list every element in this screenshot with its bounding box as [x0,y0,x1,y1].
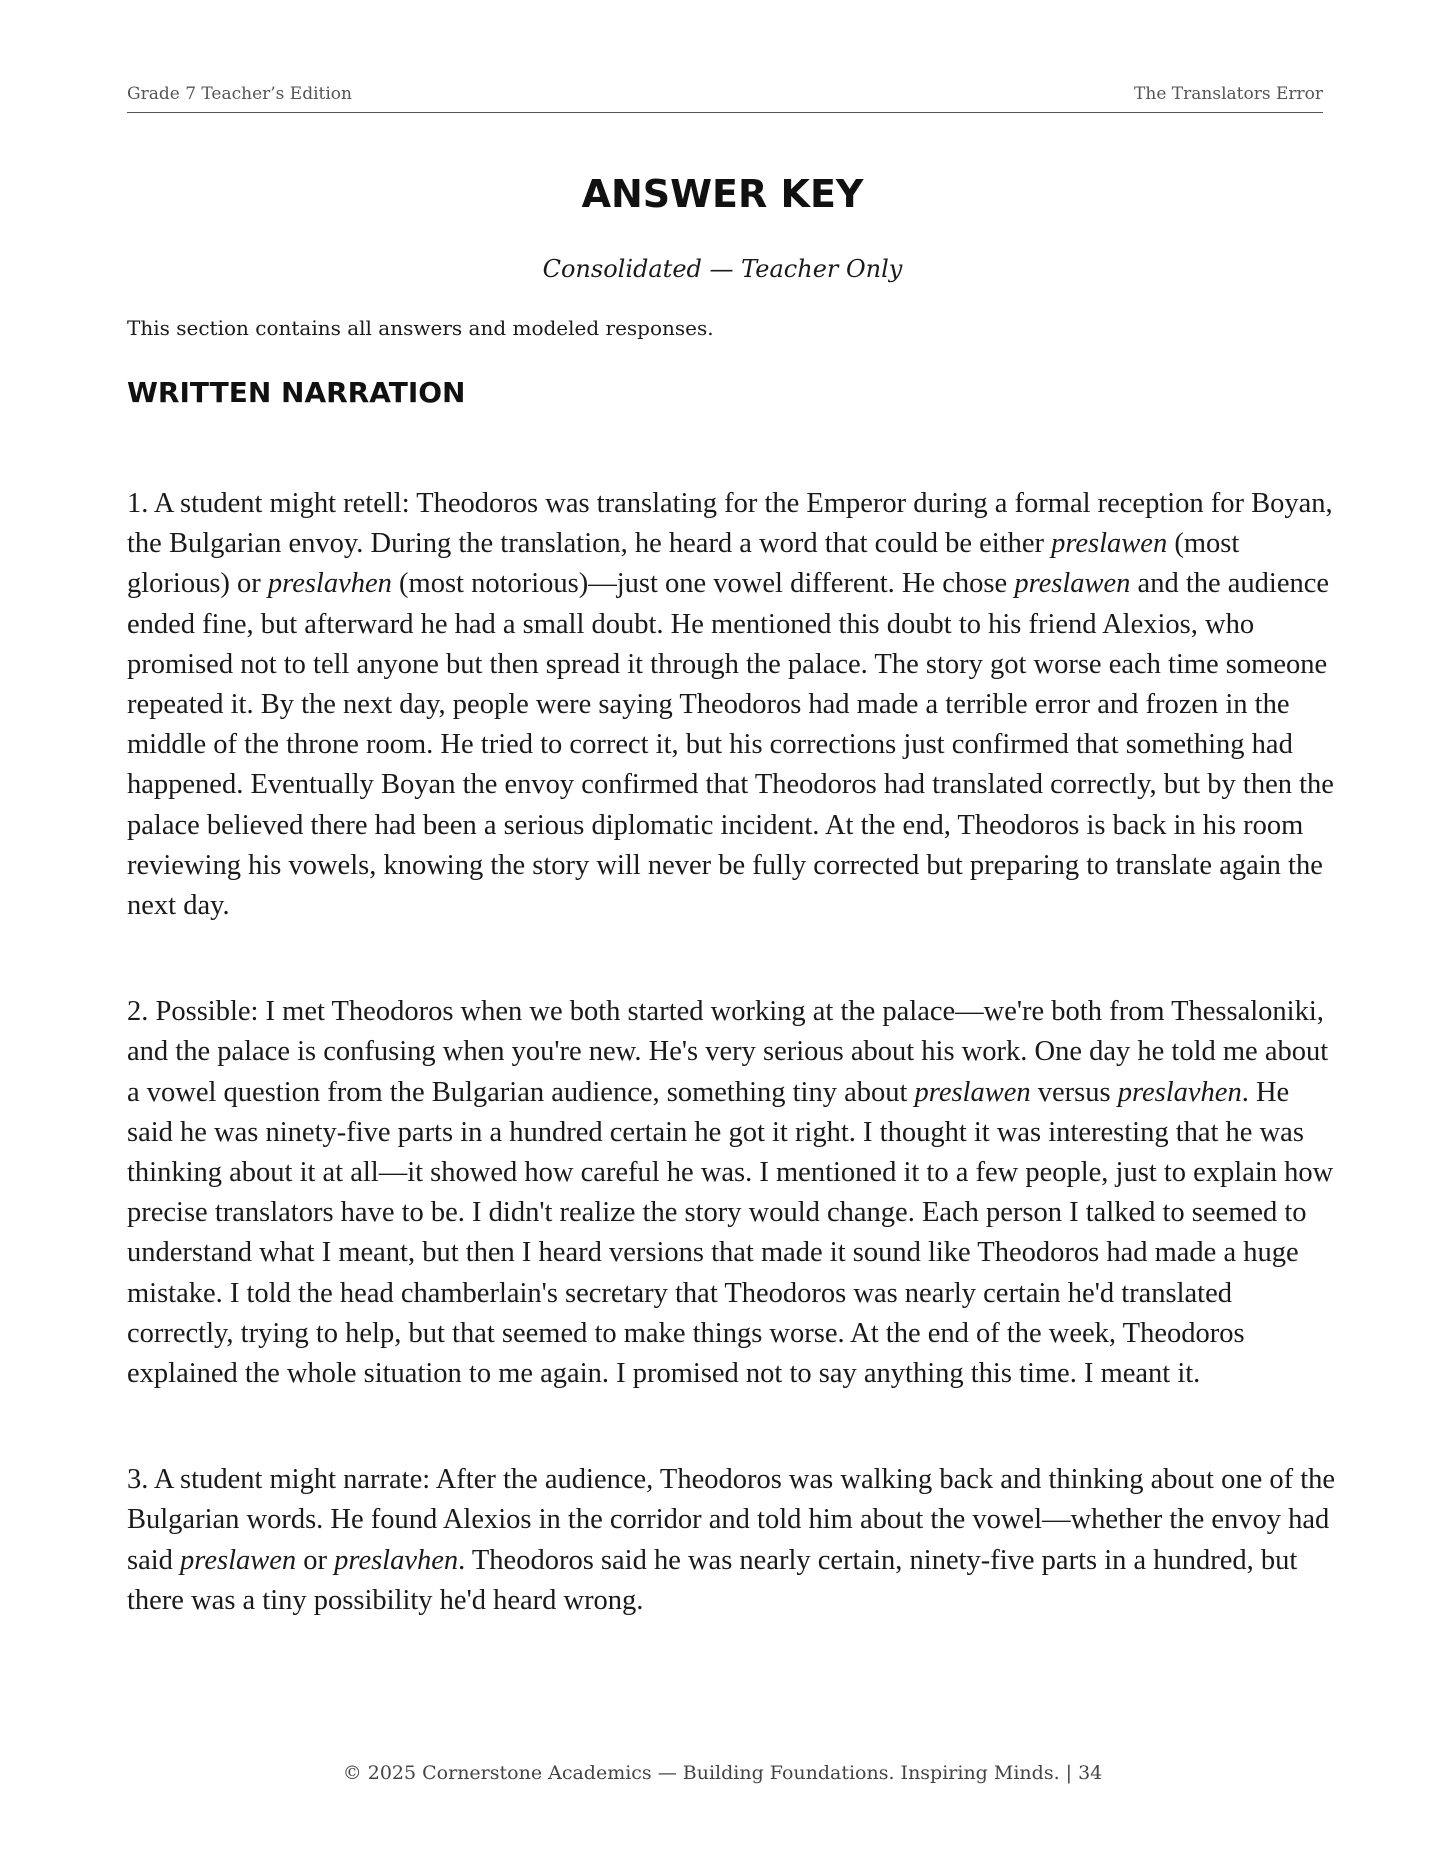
answer-text: versus [1030,1076,1118,1108]
italic-term: preslawen [1051,528,1168,560]
answer-text: . He said he was ninety-five parts in a hundred certain he got it right. I thought it was interesting that he was thinking about it at all—it showed how careful he was. I mentioned it to a few people, just to explain how precise translators have to be. I didn't realize the story would change. Each person I talked to seemed to understand what I meant, but then I heard versions that made it sound like Theodoros had made a huge mistake. I told the head chamberlain's secretary that Theodoros was nearly certain he'd translated correctly, trying to help, but that seemed to make things worse. At the end of the week, Theodoros explained the whole situation to me again. I promised not to say anything this time. I meant it. [127,1076,1334,1390]
answer-text: (most notorious)—just one vowel different. He chose [391,568,1015,600]
header-right-text: The Translators Error [1134,84,1323,104]
answer-paragraph-3 [127,1460,1337,1621]
intro-text: This section contains all answers and modeled responses. [127,316,714,340]
answer-paragraph-1 [127,484,1337,926]
answer-text: . Theodoros said he was nearly certain, ninety-five parts in a hundred, but there was a tiny possibility he'd heard wrong. [127,1544,1298,1616]
section-heading: WRITTEN NARRATION [127,376,466,409]
italic-term: preslawen [914,1076,1031,1108]
page-title: ANSWER KEY [581,172,864,216]
running-header [127,84,1323,113]
italic-term: preslavhen [334,1544,459,1576]
answer-text: and the audience ended fine, but afterward he had a small doubt. He mentioned this doubt to his friend Alexios, who promised not to tell anyone but then spread it through the palace. The story got worse each time someone repeated it. By the next day, people were saying Theodoros had made a terrible error and frozen in the middle of the throne room. He tried to correct it, but his corrections just confirmed that something had happened. Eventually Boyan the envoy confirmed that Theodoros had translated correctly, but by then the palace believed there had been a serious diplomatic incident. At the end, Theodoros is back in his room reviewing his vowels, knowing the story will never be fully corrected but preparing to translate again the next day. [127,568,1334,922]
answer-text: or [296,1544,335,1576]
italic-term: preslawen [1014,568,1131,600]
answer-text: 3. A student might narrate: After the audience, Theodoros was walking back and thinking about one of the Bulgarian words. He found Alexios in the corridor and told him about the vowel—whether the envoy had said [127,1464,1336,1576]
italic-term: preslawen [180,1544,297,1576]
header-left-text: Grade 7 Teacher’s Edition [127,84,352,104]
italic-term: preslavhen [1117,1076,1242,1108]
page-footer: © 2025 Cornerstone Academics — Building Foundations. Inspiring Minds. | 34 [342,1762,1103,1784]
answer-text: 1. A student might retell: Theodoros was translating for the Emperor during a formal reception for Boyan, the Bulgarian envoy. During the translation, he heard a word that could be either [127,488,1333,560]
page-subtitle: Consolidated — Teacher Only [542,255,903,283]
answer-text: (most glorious) or [127,528,1240,600]
answer-list [127,484,1337,1687]
italic-term: preslavhen [267,568,392,600]
answer-paragraph-2 [127,992,1337,1394]
answer-text: 2. Possible: I met Theodoros when we both started working at the palace—we're both from Thessaloniki, and the palace is confusing when you're new. He's very serious about his work. One day he told me about a vowel question from the Bulgarian audience, something tiny about [127,996,1329,1108]
